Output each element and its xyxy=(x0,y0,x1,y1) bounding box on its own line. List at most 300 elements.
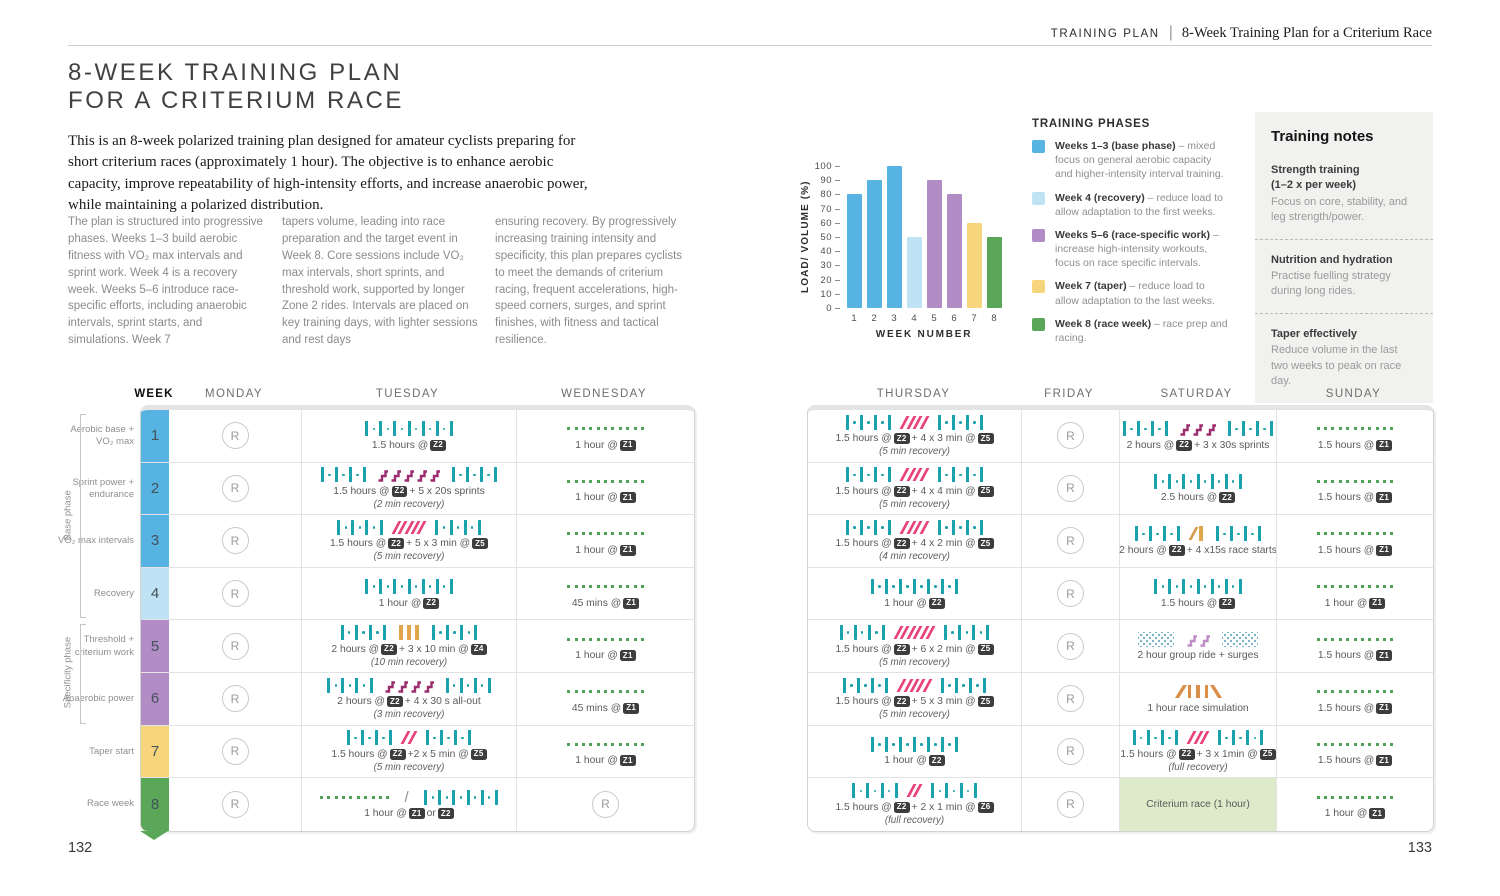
zone-badge: Z1 xyxy=(1376,545,1392,556)
interval-dot xyxy=(881,526,884,529)
page-title-line2: FOR A CRITERIUM RACE xyxy=(68,86,405,114)
interval-bar xyxy=(452,467,455,482)
z1-dot xyxy=(1317,532,1320,535)
interval-dot xyxy=(945,474,948,477)
interval-bar xyxy=(1258,526,1261,541)
workout-description xyxy=(575,755,635,766)
z2-interval-icon xyxy=(935,520,985,535)
hiit-hatch-icon xyxy=(895,626,933,639)
z1-dot xyxy=(1331,743,1334,746)
schedule-cell-sunday-week-5 xyxy=(1277,620,1433,672)
workout-text: 1 hour @ xyxy=(378,597,422,609)
interval-bar xyxy=(379,421,382,436)
hiit-hatch-icon xyxy=(902,468,928,481)
workout-icons xyxy=(1131,631,1265,647)
interval-dot xyxy=(443,526,446,529)
interval-bar xyxy=(955,678,958,693)
workout-text: 2 hours @ xyxy=(1126,439,1175,451)
z1-dot xyxy=(1324,532,1327,535)
legend-item-5 xyxy=(1032,317,1228,345)
workout-text: 1.5 hours @ xyxy=(835,538,892,550)
interval-bar xyxy=(365,579,368,594)
z1-dot xyxy=(1376,585,1379,588)
z1-dot xyxy=(1317,743,1320,746)
workout-text: + 5 x 20s sprints xyxy=(409,485,485,497)
interval-dot xyxy=(1158,428,1161,431)
z1-dot xyxy=(567,480,570,483)
schedule-cell-saturday-week-5 xyxy=(1120,620,1276,672)
interval-bar xyxy=(955,579,958,594)
z1-dot xyxy=(582,480,585,483)
group-ride-dots-icon xyxy=(1135,632,1177,647)
phase-label-specificity-phase: Specificity phase xyxy=(62,637,74,709)
schedule-cell xyxy=(516,620,694,673)
workout-text: + 6 x 2 min @ xyxy=(911,643,976,655)
interval-dot xyxy=(906,743,909,746)
day-header-thursday: THURSDAY xyxy=(876,388,951,400)
workout-icons xyxy=(1128,526,1267,542)
interval-dot xyxy=(864,684,867,687)
interval-bar xyxy=(885,737,888,752)
z1-dot xyxy=(1331,638,1334,641)
threshold-bar xyxy=(407,625,411,640)
interval-dot xyxy=(354,737,357,740)
z1-dot xyxy=(1339,532,1342,535)
z1-dot xyxy=(1390,427,1393,430)
workout-icons xyxy=(1116,421,1280,437)
chart-bar-week-8 xyxy=(987,237,1002,308)
schedule-cell-wednesday-week-3 xyxy=(517,515,694,567)
legend-item-text: – mixed focus on general aerobic capacity and higher-intensity interval training. xyxy=(1055,140,1224,181)
schedule-cell-friday-week-7 xyxy=(1022,726,1119,778)
z1-dot xyxy=(1354,796,1357,799)
interval-bar xyxy=(986,625,989,640)
z1-dot xyxy=(641,480,644,483)
hiit-hatch-icon xyxy=(899,679,931,692)
workout-icons xyxy=(836,677,992,693)
workout-text: 2 hours @ xyxy=(337,696,385,708)
z1-dot xyxy=(1368,638,1371,641)
interval-bar xyxy=(960,783,963,798)
day-header-saturday: SATURDAY xyxy=(1160,388,1233,400)
zone-badge: Z5 xyxy=(978,644,994,655)
z1-dot xyxy=(604,427,607,430)
workout-icons xyxy=(359,579,460,595)
training-note-3 xyxy=(1271,327,1417,390)
schedule-cell-monday-week-6 xyxy=(169,673,301,725)
legend-item-lead: Week 4 (recovery) xyxy=(1055,191,1148,204)
schedule-cell xyxy=(516,778,694,831)
interval-dot xyxy=(973,526,976,529)
interval-dot xyxy=(1251,533,1254,536)
workout-text: 1 hour @ xyxy=(884,597,927,609)
rest-day-marker: R xyxy=(592,791,619,818)
interval-bar xyxy=(379,579,382,594)
z2-interval-icon xyxy=(837,625,887,640)
workout-icons xyxy=(1172,684,1223,700)
note-heading: Nutrition and hydration xyxy=(1271,253,1393,266)
z1-dot xyxy=(1324,690,1327,693)
interval-bar xyxy=(852,783,855,798)
x-tick-label: 8 xyxy=(991,313,997,324)
zone-badge: Z2 xyxy=(387,696,403,707)
z1-dot xyxy=(626,690,629,693)
zone-badge: Z1 xyxy=(620,545,636,556)
z1-dot xyxy=(582,532,585,535)
interval-dot xyxy=(373,585,376,588)
interval-dot xyxy=(860,790,863,793)
z1-dot xyxy=(1390,480,1393,483)
workout-description xyxy=(1147,703,1248,714)
rest-day-marker: R xyxy=(1057,791,1084,818)
z1-dots-icon xyxy=(565,427,646,430)
interval-dot xyxy=(387,585,390,588)
page-number-left: 132 xyxy=(68,840,93,856)
schedule-cell-wednesday-week-2 xyxy=(517,463,694,515)
z1-dot xyxy=(611,585,614,588)
workout-description xyxy=(1318,703,1392,714)
zone-badge: Z2 xyxy=(894,696,910,707)
schedule-cell-monday-week-3 xyxy=(169,515,301,567)
z2-interval-icon xyxy=(1216,730,1266,745)
z1-dot xyxy=(604,743,607,746)
interval-bar xyxy=(857,678,860,693)
workout-icons xyxy=(839,467,989,483)
workout-text: + 4 x 30 s all-out xyxy=(404,696,481,708)
z1-dot xyxy=(641,690,644,693)
interval-dot xyxy=(1190,585,1193,588)
z1-dot xyxy=(1383,585,1386,588)
interval-bar xyxy=(363,467,366,482)
interval-bar xyxy=(952,467,955,482)
interval-bar xyxy=(1163,526,1166,541)
legend-item-text: – reduce load to allow adaptation to the last weeks. xyxy=(1055,280,1215,307)
z1-dot xyxy=(634,427,637,430)
workout-icons xyxy=(833,625,996,641)
workout-icons xyxy=(561,684,650,700)
interval-bar xyxy=(460,625,463,640)
z1-dot xyxy=(619,690,622,693)
z1-dot xyxy=(1339,796,1342,799)
interval-bar xyxy=(341,678,344,693)
interval-dot xyxy=(349,684,352,687)
interval-bar xyxy=(1260,730,1263,745)
interval-dot xyxy=(1232,585,1235,588)
z2-interval-icon xyxy=(363,421,456,436)
interval-bar xyxy=(464,520,467,535)
z1-dot xyxy=(575,638,578,641)
z1-dots-icon xyxy=(1314,427,1395,430)
interval-dot xyxy=(433,737,436,740)
z1-dot xyxy=(1376,690,1379,693)
interval-bar xyxy=(980,467,983,482)
x-tick-label: 7 xyxy=(971,313,977,324)
schedule-cell xyxy=(1021,778,1119,831)
zone-badge: Z2 xyxy=(423,598,439,609)
schedule-cell xyxy=(301,620,516,673)
z1-dot xyxy=(597,690,600,693)
schedule-cell-monday-week-5 xyxy=(169,620,301,672)
interval-dot xyxy=(1168,737,1171,740)
schedule-cell xyxy=(808,673,1021,726)
interval-bar xyxy=(871,678,874,693)
rest-day-marker: R xyxy=(1057,422,1084,449)
z1-dot xyxy=(589,638,592,641)
schedule-cell-wednesday-week-7 xyxy=(517,726,694,778)
interval-bar xyxy=(860,520,863,535)
zone-badge: Z6 xyxy=(978,802,994,813)
interval-bar xyxy=(927,737,930,752)
y-tick-mark xyxy=(835,280,840,281)
interval-dot xyxy=(453,684,456,687)
schedule-cell xyxy=(516,410,694,463)
z1-dot xyxy=(626,532,629,535)
interval-bar xyxy=(972,625,975,640)
row-label-week-3: VO₂ max intervals xyxy=(57,535,134,547)
interval-dot xyxy=(867,526,870,529)
training-note-1 xyxy=(1271,163,1417,226)
z1-dot xyxy=(1324,585,1327,588)
interval-bar xyxy=(888,467,891,482)
schedule-cell xyxy=(1119,463,1276,516)
interval-bar xyxy=(1151,421,1154,436)
workout-icons xyxy=(839,414,989,430)
schedule-cell xyxy=(169,778,301,831)
z1-dot xyxy=(611,690,614,693)
z1-dot xyxy=(626,743,629,746)
z1-dot xyxy=(597,585,600,588)
interval-dot xyxy=(945,526,948,529)
hiit-hatch-icon xyxy=(902,521,928,534)
y-tick-mark xyxy=(835,237,840,238)
running-head-title: 8-Week Training Plan for a Criterium Race xyxy=(1181,25,1432,41)
z1-dot xyxy=(634,690,637,693)
z1-dot xyxy=(364,796,367,799)
z1-dot xyxy=(1383,480,1386,483)
z2-interval-icon xyxy=(942,625,992,640)
interval-bar xyxy=(885,579,888,594)
interval-dot xyxy=(1218,480,1221,483)
schedule-cell xyxy=(516,515,694,568)
z1-dot xyxy=(372,796,375,799)
z1-dot xyxy=(1390,585,1393,588)
interval-dot xyxy=(447,737,450,740)
workout-text: Criterium race (1 hour) xyxy=(1146,798,1250,810)
interval-dot xyxy=(967,790,970,793)
y-tick-mark xyxy=(835,194,840,195)
z1-dot xyxy=(626,585,629,588)
workout-text: 1.5 hours @ xyxy=(835,696,892,708)
row-label-week-2: Sprint power + endurance xyxy=(72,476,134,500)
interval-bar xyxy=(1177,526,1180,541)
interval-bar xyxy=(422,421,425,436)
z1-dot xyxy=(611,532,614,535)
training-notes-box xyxy=(1255,112,1433,403)
interval-bar xyxy=(895,783,898,798)
schedule-cell-saturday-week-1 xyxy=(1120,410,1276,462)
surge-zigzag-icon xyxy=(1185,632,1211,647)
z1-dot xyxy=(575,690,578,693)
interval-dot xyxy=(1130,428,1133,431)
z2-interval-icon xyxy=(935,415,985,430)
schedule-cell xyxy=(301,463,516,516)
schedule-cell-saturday-week-2 xyxy=(1120,463,1276,515)
z1-dot xyxy=(1361,638,1364,641)
interval-dot xyxy=(948,684,951,687)
z1-dot xyxy=(1361,532,1364,535)
schedule-cell-thursday-week-4 xyxy=(808,568,1021,620)
z1-dot xyxy=(1368,743,1371,746)
interval-dot xyxy=(853,421,856,424)
interval-dot xyxy=(976,684,979,687)
z1-dot xyxy=(1361,690,1364,693)
zone-badge: Z2 xyxy=(894,486,910,497)
y-tick-label: 60 xyxy=(820,217,832,229)
workout-text: 1.5 hours @ xyxy=(1160,597,1218,609)
notes-divider xyxy=(1255,313,1433,314)
schedule-cell xyxy=(1276,673,1433,726)
workout-text: 1.5 hours @ xyxy=(1317,702,1375,714)
z2-interval-icon xyxy=(325,678,375,693)
y-tick-label: 80 xyxy=(820,189,832,201)
interval-bar xyxy=(1197,579,1200,594)
workout-description xyxy=(331,644,486,655)
interval-bar xyxy=(899,737,902,752)
interval-dot xyxy=(881,421,884,424)
interval-bar xyxy=(351,520,354,535)
chart-x-axis-label: WEEK NUMBER xyxy=(875,329,973,340)
zone-badge: Z1 xyxy=(1369,598,1385,609)
z1-dot xyxy=(641,532,644,535)
interval-bar xyxy=(974,783,977,798)
z1-dot xyxy=(1368,796,1371,799)
y-tick-label: 40 xyxy=(820,246,832,258)
schedule-cell-sunday-week-3 xyxy=(1277,515,1433,567)
z1-dot xyxy=(575,532,578,535)
workout-description xyxy=(1161,598,1235,609)
schedule-cell xyxy=(1276,515,1433,568)
interval-bar xyxy=(393,579,396,594)
training-phases-legend xyxy=(1032,118,1228,354)
z1-dot xyxy=(1383,796,1386,799)
workout-description xyxy=(337,696,480,707)
z1-dot xyxy=(1339,743,1342,746)
z1-dot xyxy=(619,427,622,430)
interval-bar xyxy=(888,415,891,430)
workout-text: + 3 x 10 min @ xyxy=(398,643,469,655)
interval-bar xyxy=(1244,526,1247,541)
z1-dot xyxy=(1346,480,1349,483)
zigzag-sprint-icon xyxy=(377,467,389,482)
workout-description xyxy=(1325,598,1385,609)
day-header-tuesday: TUESDAY xyxy=(375,388,440,400)
interval-bar xyxy=(1211,474,1214,489)
interval-bar xyxy=(369,625,372,640)
workout-icons xyxy=(864,579,965,595)
interval-bar xyxy=(871,579,874,594)
interval-bar xyxy=(843,678,846,693)
body-column-1: The plan is structured into progressive phases. Weeks 1–3 build aerobic fitness with VO₂ max intervals and sprint work. Week 4 is a recovery week. Weeks 5–6 introduce race-specific efforts, including anaerobic intervals, sprint starts, and simulations. Week 7 xyxy=(68,216,263,347)
schedule-cell xyxy=(516,463,694,516)
schedule-cell xyxy=(169,620,301,673)
hiit-hatch-icon xyxy=(908,784,921,797)
day-header-monday: MONDAY xyxy=(204,388,264,400)
z1-dot xyxy=(567,427,570,430)
z1-dot xyxy=(575,585,578,588)
interval-bar xyxy=(361,730,364,745)
y-tick-mark xyxy=(835,180,840,181)
interval-bar xyxy=(365,520,368,535)
row-label-week-6: Anaerobic power xyxy=(62,693,134,705)
page-number-right: 133 xyxy=(1407,840,1432,856)
schedule-cell-monday-week-4 xyxy=(169,568,301,620)
schedule-cell-sunday-week-1 xyxy=(1277,410,1433,462)
z1-dot xyxy=(597,638,600,641)
interval-bar xyxy=(966,415,969,430)
interval-bar xyxy=(860,467,863,482)
z1-dot xyxy=(589,690,592,693)
legend-item-lead: Weeks 1–3 (base phase) xyxy=(1055,140,1179,152)
hiit-hatch-icon xyxy=(393,521,425,534)
interval-bar xyxy=(874,415,877,430)
z1-dots-icon xyxy=(565,638,646,641)
schedule-cell-wednesday-week-4 xyxy=(517,568,694,620)
z1-dot xyxy=(1324,743,1327,746)
interval-bar xyxy=(952,520,955,535)
z1-dot xyxy=(1376,796,1379,799)
workout-icons xyxy=(314,467,504,483)
interval-bar xyxy=(1147,730,1150,745)
interval-dot xyxy=(939,790,942,793)
z1-dot xyxy=(1376,638,1379,641)
legend-swatch xyxy=(1032,192,1045,205)
zone-badge: Z2 xyxy=(438,808,454,819)
week-number-cell: 3 xyxy=(141,515,169,568)
interval-dot xyxy=(875,631,878,634)
interval-dot xyxy=(461,737,464,740)
chart-x-ticks xyxy=(844,313,1004,325)
zone-badge: Z2 xyxy=(1219,492,1235,503)
interval-bar xyxy=(321,467,324,482)
schedule-cell-monday-week-7 xyxy=(169,726,301,778)
schedule-cell-friday-week-4 xyxy=(1022,568,1119,620)
zigzag-sprint-icon xyxy=(1192,421,1204,436)
interval-dot xyxy=(1254,737,1257,740)
schedule-cell-tuesday-week-5 xyxy=(302,620,516,672)
chart-bar-week-7 xyxy=(967,223,982,308)
workout-text: 45 mins @ xyxy=(571,597,622,609)
workout-icons xyxy=(1310,473,1399,489)
schedule-cell xyxy=(1276,778,1433,831)
zone-badge: Z1 xyxy=(620,440,636,451)
z1-dot xyxy=(604,480,607,483)
workout-text: + 4 x15s race starts xyxy=(1186,544,1277,556)
body-column-2: tapers volume, leading into race preparation and the target event in Week 8. Core sessions include VO₂ max intervals, short sprints, and threshold work, supported by longer Zone 2 rides. Intervals are placed on key training days, with lighter sessions and rest days xyxy=(282,216,478,347)
workout-text: +2 x 5 min @ xyxy=(407,748,469,760)
recovery-note: (5 min recovery) xyxy=(879,498,950,510)
workout-text: 1.5 hours @ xyxy=(835,643,892,655)
interval-dot xyxy=(429,428,432,431)
workout-text: 1 hour race simulation xyxy=(1147,702,1249,714)
schedule-cell-tuesday-week-3 xyxy=(302,515,516,567)
legend-item-text: – reduce load to allow adaptation to the first weeks. xyxy=(1055,191,1223,218)
interval-bar xyxy=(424,790,427,805)
interval-bar xyxy=(450,421,453,436)
z1-dot xyxy=(597,743,600,746)
interval-dot xyxy=(1142,533,1145,536)
workout-icons xyxy=(340,730,477,746)
z1-dot xyxy=(634,480,637,483)
